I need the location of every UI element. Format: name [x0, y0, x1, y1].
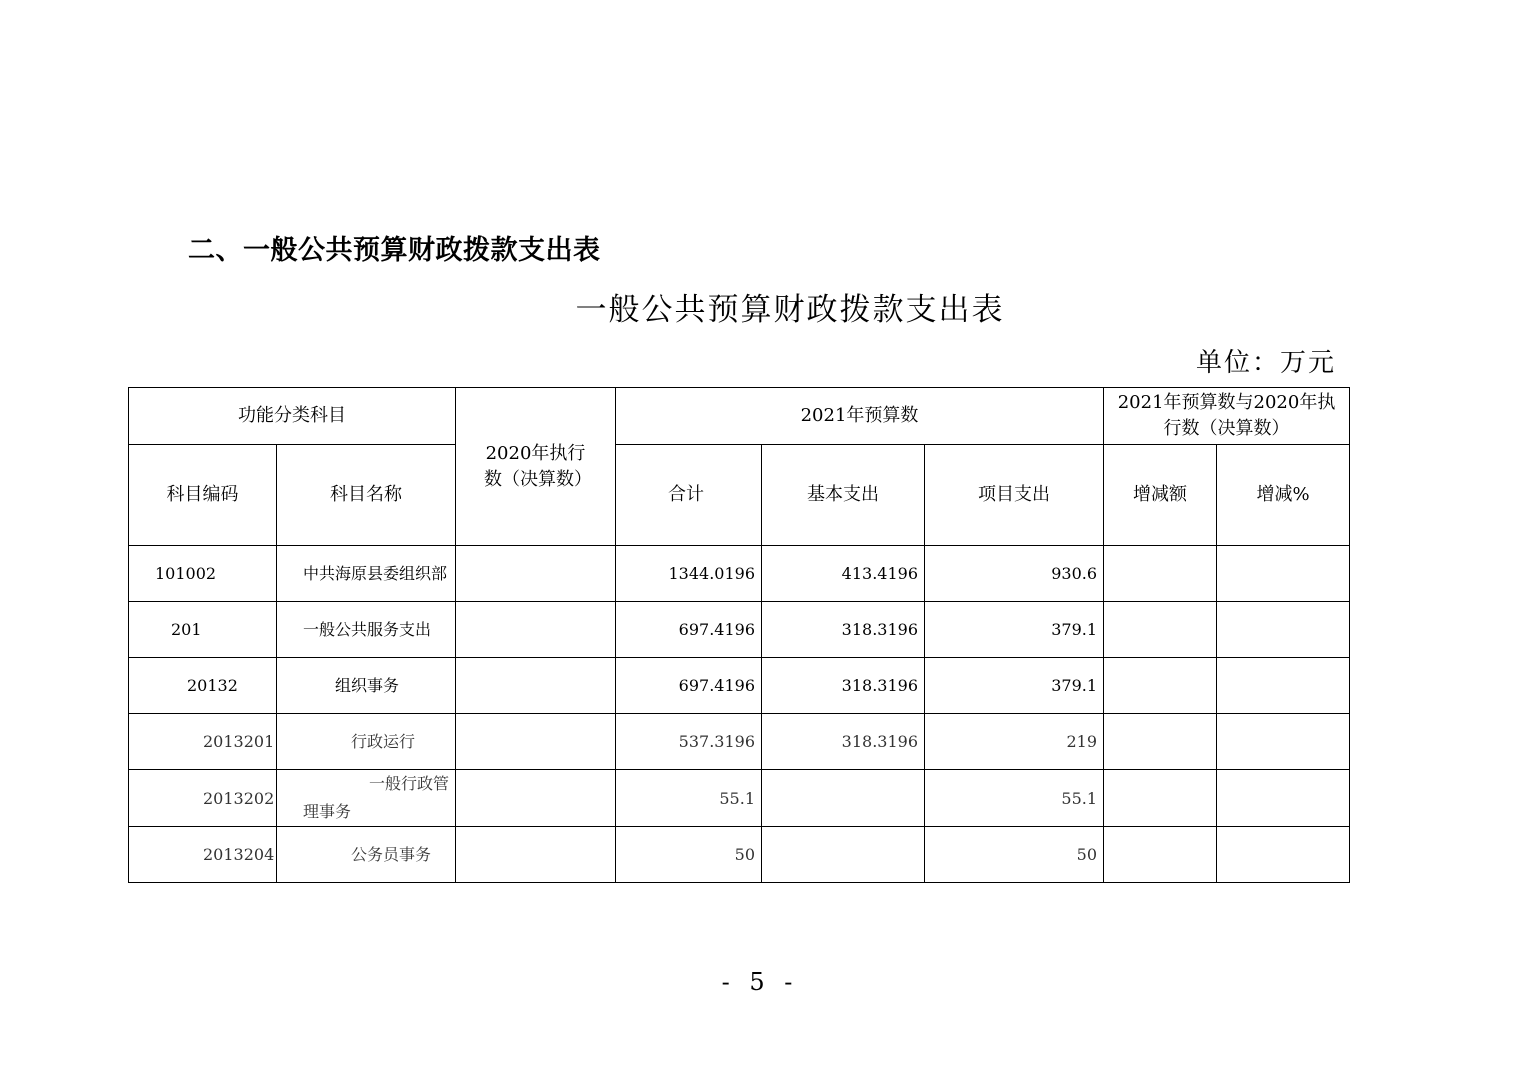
header-change-pct: 增减%: [1217, 445, 1350, 546]
section-heading: 二、一般公共预算财政拨款支出表: [188, 235, 601, 266]
cell-name: 行政运行: [277, 714, 456, 770]
cell-exec-2020: [456, 546, 616, 602]
cell-total: 537.3196: [616, 714, 762, 770]
cell-project: 219: [925, 714, 1104, 770]
cell-code: 2013201: [129, 714, 277, 770]
cell-basic: [762, 770, 925, 827]
cell-code: 201: [129, 602, 277, 658]
cell-total: 1344.0196: [616, 546, 762, 602]
cell-change-amount: [1104, 714, 1217, 770]
cell-project: 379.1: [925, 602, 1104, 658]
cell-exec-2020: [456, 827, 616, 883]
cell-code: 101002: [129, 546, 277, 602]
unit-label: 单位：万元: [1195, 348, 1336, 378]
cell-exec-2020: [456, 658, 616, 714]
header-budget-2021: 2021年预算数: [616, 388, 1104, 445]
cell-exec-2020: [456, 602, 616, 658]
cell-name: 公务员事务: [277, 827, 456, 883]
table-row: [129, 658, 1350, 714]
header-project: 项目支出: [925, 445, 1104, 546]
cell-basic: 318.3196: [762, 658, 925, 714]
cell-exec-2020: [456, 770, 616, 827]
budget-expenditure-table: [128, 387, 1350, 883]
table-title: 一般公共预算财政拨款支出表: [575, 292, 1005, 328]
cell-change-pct: [1217, 546, 1350, 602]
cell-basic: 318.3196: [762, 602, 925, 658]
table-row: [129, 546, 1350, 602]
cell-total: 55.1: [616, 770, 762, 827]
cell-basic: 413.4196: [762, 546, 925, 602]
header-basic: 基本支出: [762, 445, 925, 546]
cell-name: 组织事务: [277, 658, 456, 714]
cell-total: 697.4196: [616, 658, 762, 714]
cell-change-amount: [1104, 770, 1217, 827]
table-row: [129, 602, 1350, 658]
page-number: - 5 -: [721, 968, 799, 996]
header-name: 科目名称: [277, 445, 456, 546]
table-row: [129, 770, 1350, 827]
header-category-group: 功能分类科目: [129, 388, 456, 445]
cell-change-pct: [1217, 770, 1350, 827]
cell-change-pct: [1217, 658, 1350, 714]
header-change-amount: 增减额: [1104, 445, 1217, 546]
cell-basic: [762, 827, 925, 883]
header-change-group: 2021年预算数与2020年执行数（决算数）: [1104, 388, 1350, 445]
cell-exec-2020: [456, 714, 616, 770]
cell-total: 697.4196: [616, 602, 762, 658]
cell-change-pct: [1217, 827, 1350, 883]
cell-code: 20132: [129, 658, 277, 714]
header-code: 科目编码: [129, 445, 277, 546]
cell-change-amount: [1104, 546, 1217, 602]
cell-code: 2013202: [129, 770, 277, 827]
header-total: 合计: [616, 445, 762, 546]
cell-project: 55.1: [925, 770, 1104, 827]
cell-basic: 318.3196: [762, 714, 925, 770]
cell-change-amount: [1104, 658, 1217, 714]
cell-name: 一般行政管理事务: [277, 770, 456, 827]
cell-project: 379.1: [925, 658, 1104, 714]
cell-project: 50: [925, 827, 1104, 883]
table-row: [129, 827, 1350, 883]
header-exec-2020: 2020年执行数（决算数）: [456, 388, 616, 546]
table-row: [129, 714, 1350, 770]
cell-total: 50: [616, 827, 762, 883]
cell-name: 一般公共服务支出: [277, 602, 456, 658]
cell-code: 2013204: [129, 827, 277, 883]
cell-change-pct: [1217, 714, 1350, 770]
cell-change-pct: [1217, 602, 1350, 658]
cell-change-amount: [1104, 602, 1217, 658]
cell-name: 中共海原县委组织部: [277, 546, 456, 602]
cell-change-amount: [1104, 827, 1217, 883]
cell-project: 930.6: [925, 546, 1104, 602]
